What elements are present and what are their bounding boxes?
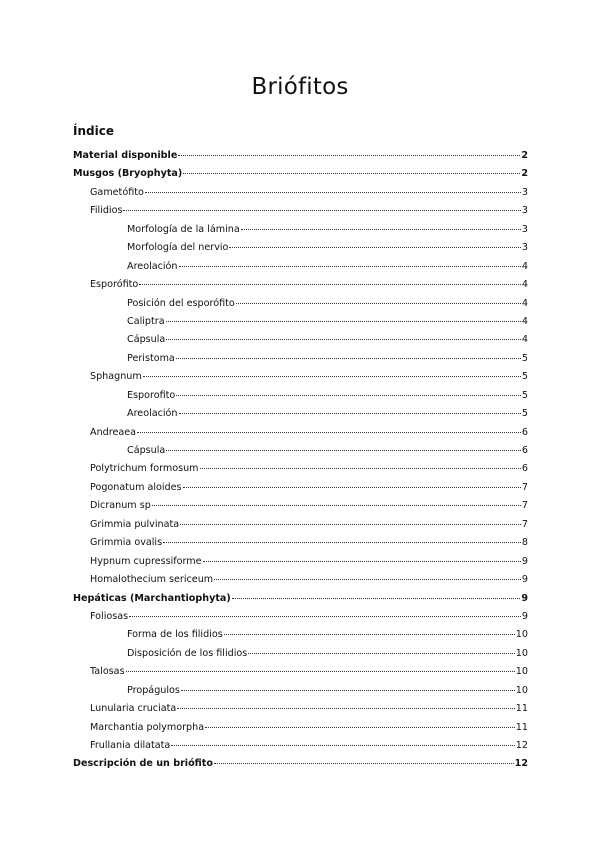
toc-dot-leader bbox=[205, 726, 515, 728]
toc-entry-page-number: 4 bbox=[521, 297, 528, 309]
toc-dot-leader bbox=[166, 338, 521, 340]
toc-entry[interactable] bbox=[73, 242, 528, 260]
toc-entry[interactable] bbox=[73, 445, 528, 463]
toc-dot-leader bbox=[129, 615, 521, 617]
toc-entry[interactable] bbox=[73, 629, 528, 647]
toc-dot-leader bbox=[229, 246, 520, 248]
toc-entry-title: Musgos (Bryophyta) bbox=[73, 168, 183, 180]
toc-entry[interactable] bbox=[73, 205, 528, 223]
toc-entry-title: Talosas bbox=[90, 666, 125, 678]
toc-entry-title: Gametófito bbox=[90, 186, 144, 198]
toc-entry-title: Hypnum cupressiforme bbox=[90, 555, 202, 567]
toc-dot-leader bbox=[163, 541, 521, 543]
toc-dot-leader bbox=[126, 670, 515, 672]
toc-dot-leader bbox=[176, 357, 521, 359]
document-title: Briófitos bbox=[251, 74, 349, 100]
toc-entry-page-number: 10 bbox=[515, 684, 528, 696]
toc-entry[interactable] bbox=[73, 427, 528, 445]
toc-entry-page-number: 6 bbox=[521, 463, 528, 475]
toc-entry-title: Esporófito bbox=[90, 279, 139, 291]
toc-entry[interactable] bbox=[73, 187, 528, 205]
toc-entry-page-number: 9 bbox=[521, 555, 528, 567]
toc-entry-title: Sphagnum bbox=[90, 371, 142, 383]
toc-dot-leader bbox=[181, 689, 515, 691]
toc-entry-page-number: 2 bbox=[521, 150, 528, 161]
toc-entry-page-number: 7 bbox=[521, 481, 528, 493]
toc-entry-page-number: 3 bbox=[521, 223, 528, 235]
toc-entry-title: Propágulos bbox=[127, 684, 180, 696]
toc-entry-title: Hepáticas (Marchantiophyta) bbox=[73, 592, 231, 604]
toc-entry-title: Cápsula bbox=[127, 334, 166, 346]
toc-entry-title: Polytrichum formosum bbox=[90, 463, 199, 475]
toc-entry-page-number: 3 bbox=[521, 205, 528, 217]
toc-dot-leader bbox=[177, 707, 515, 709]
toc-entry[interactable] bbox=[73, 408, 528, 426]
toc-dot-leader bbox=[200, 467, 521, 469]
toc-entry-page-number: 11 bbox=[515, 721, 528, 733]
toc-entry-page-number: 10 bbox=[515, 666, 528, 678]
toc-entry-page-number: 3 bbox=[521, 242, 528, 254]
toc-entry-title: Grimmia pulvinata bbox=[90, 518, 180, 530]
toc-entry[interactable] bbox=[73, 666, 528, 684]
toc-entry-page-number: 5 bbox=[521, 389, 528, 401]
toc-entry-page-number: 7 bbox=[521, 518, 528, 530]
toc-entry[interactable] bbox=[73, 168, 528, 186]
toc-entry[interactable] bbox=[73, 316, 528, 334]
toc-entry-page-number: 2 bbox=[521, 168, 528, 180]
toc-entry[interactable] bbox=[73, 611, 528, 629]
toc-entry[interactable] bbox=[73, 261, 528, 279]
toc-dot-leader bbox=[179, 265, 521, 267]
toc-entry-page-number: 4 bbox=[521, 260, 528, 272]
toc-entry-title: Morfología de la lámina bbox=[127, 223, 240, 235]
toc-entry-title: Material disponible bbox=[73, 150, 178, 161]
toc-entry[interactable] bbox=[73, 298, 528, 316]
toc-entry[interactable] bbox=[73, 703, 528, 721]
toc-entry-page-number: 6 bbox=[521, 445, 528, 456]
toc-entry-page-number: 4 bbox=[521, 279, 528, 291]
toc-dot-leader bbox=[176, 394, 521, 396]
toc-entry-title: Esporofito bbox=[127, 389, 176, 401]
toc-entry-title: Lunularia cruciata bbox=[90, 703, 177, 715]
toc-entry[interactable] bbox=[73, 482, 528, 500]
toc-entry[interactable] bbox=[73, 740, 528, 758]
toc-entry-title: Disposición de los filidios bbox=[127, 647, 248, 659]
toc-entry[interactable] bbox=[73, 463, 528, 481]
toc-entry[interactable] bbox=[73, 537, 528, 555]
toc-entry-title: Pogonatum aloides bbox=[90, 481, 182, 493]
toc-entry[interactable] bbox=[73, 334, 528, 352]
toc-entry-title: Posición del esporófito bbox=[127, 297, 235, 309]
toc-entry-page-number: 4 bbox=[521, 315, 528, 327]
toc-entry-page-number: 6 bbox=[521, 426, 528, 438]
toc-entry[interactable] bbox=[73, 648, 528, 666]
toc-entry-title: Areolación bbox=[127, 408, 178, 420]
toc-entry-page-number: 3 bbox=[521, 186, 528, 198]
toc-entry[interactable] bbox=[73, 500, 528, 518]
toc-entry-page-number: 4 bbox=[521, 334, 528, 346]
toc-entry-title: Marchantia polymorpha bbox=[90, 721, 205, 733]
toc-dot-leader bbox=[248, 652, 515, 654]
toc-entry[interactable] bbox=[73, 279, 528, 297]
toc-dot-leader bbox=[203, 560, 521, 562]
toc-entry-page-number: 10 bbox=[515, 629, 528, 641]
toc-entry-title: Cápsula bbox=[127, 445, 166, 456]
toc-entry-page-number: 7 bbox=[521, 500, 528, 512]
toc-entry-title: Homalothecium sericeum bbox=[90, 574, 214, 586]
toc-entry-title: Filidios bbox=[90, 205, 123, 217]
toc-dot-leader bbox=[232, 597, 521, 599]
toc-dot-leader bbox=[166, 449, 521, 451]
toc-entry[interactable] bbox=[73, 574, 528, 592]
toc-entry[interactable] bbox=[73, 390, 528, 408]
toc-dot-leader bbox=[137, 431, 521, 433]
toc-entry-page-number: 5 bbox=[521, 408, 528, 420]
toc-dot-leader bbox=[123, 209, 520, 211]
toc-entry-page-number: 9 bbox=[521, 574, 528, 586]
toc-entry-page-number: 11 bbox=[515, 703, 528, 715]
toc-entry[interactable] bbox=[73, 224, 528, 242]
toc-dot-leader bbox=[236, 302, 521, 304]
toc-dot-leader bbox=[241, 228, 521, 230]
toc-entry[interactable] bbox=[73, 685, 528, 703]
toc-entry-title: Grimmia ovalis bbox=[90, 537, 163, 549]
toc-dot-leader bbox=[183, 486, 521, 488]
toc-entry-title: Descripción de un briófito bbox=[73, 758, 213, 770]
toc-entry-page-number: 9 bbox=[521, 592, 528, 604]
toc-entry-title: Foliosas bbox=[90, 610, 129, 622]
toc-dot-leader bbox=[214, 578, 521, 580]
toc-dot-leader bbox=[224, 633, 515, 635]
toc-dot-leader bbox=[214, 762, 514, 764]
toc-entry[interactable] bbox=[73, 519, 528, 537]
toc-entry[interactable] bbox=[73, 556, 528, 574]
table-of-contents bbox=[73, 150, 528, 777]
toc-dot-leader bbox=[152, 504, 521, 506]
toc-dot-leader bbox=[139, 283, 521, 285]
toc-entry-page-number: 8 bbox=[521, 537, 528, 549]
toc-dot-leader bbox=[166, 320, 521, 322]
toc-dot-leader bbox=[171, 744, 514, 746]
toc-entry-page-number: 5 bbox=[521, 371, 528, 383]
toc-entry-page-number: 12 bbox=[514, 758, 528, 770]
toc-entry-title: Andreaea bbox=[90, 426, 137, 438]
toc-entry-page-number: 10 bbox=[515, 647, 528, 659]
toc-entry-title: Frullania dilatata bbox=[90, 740, 171, 751]
toc-entry-title: Areolación bbox=[127, 260, 178, 272]
toc-entry-title: Caliptra bbox=[127, 315, 165, 327]
toc-dot-leader bbox=[143, 375, 521, 377]
index-heading: Índice bbox=[73, 124, 114, 138]
toc-entry-title: Peristoma bbox=[127, 352, 175, 364]
toc-dot-leader bbox=[179, 412, 521, 414]
toc-entry-title: Morfología del nervio bbox=[127, 242, 229, 254]
toc-dot-leader bbox=[178, 154, 520, 156]
toc-entry[interactable] bbox=[73, 593, 528, 611]
toc-entry-page-number: 9 bbox=[521, 610, 528, 622]
toc-entry-title: Forma de los filidios bbox=[127, 629, 223, 641]
toc-entry[interactable] bbox=[73, 150, 528, 168]
toc-dot-leader bbox=[183, 172, 520, 174]
toc-entry-page-number: 12 bbox=[515, 740, 528, 751]
toc-entry-title: Dicranum sp bbox=[90, 500, 151, 512]
toc-dot-leader bbox=[180, 523, 521, 525]
toc-entry[interactable] bbox=[73, 353, 528, 371]
toc-entry-page-number: 5 bbox=[521, 352, 528, 364]
toc-entry[interactable] bbox=[73, 758, 528, 776]
toc-dot-leader bbox=[145, 191, 521, 193]
toc-entry[interactable] bbox=[73, 371, 528, 389]
toc-entry[interactable] bbox=[73, 722, 528, 740]
